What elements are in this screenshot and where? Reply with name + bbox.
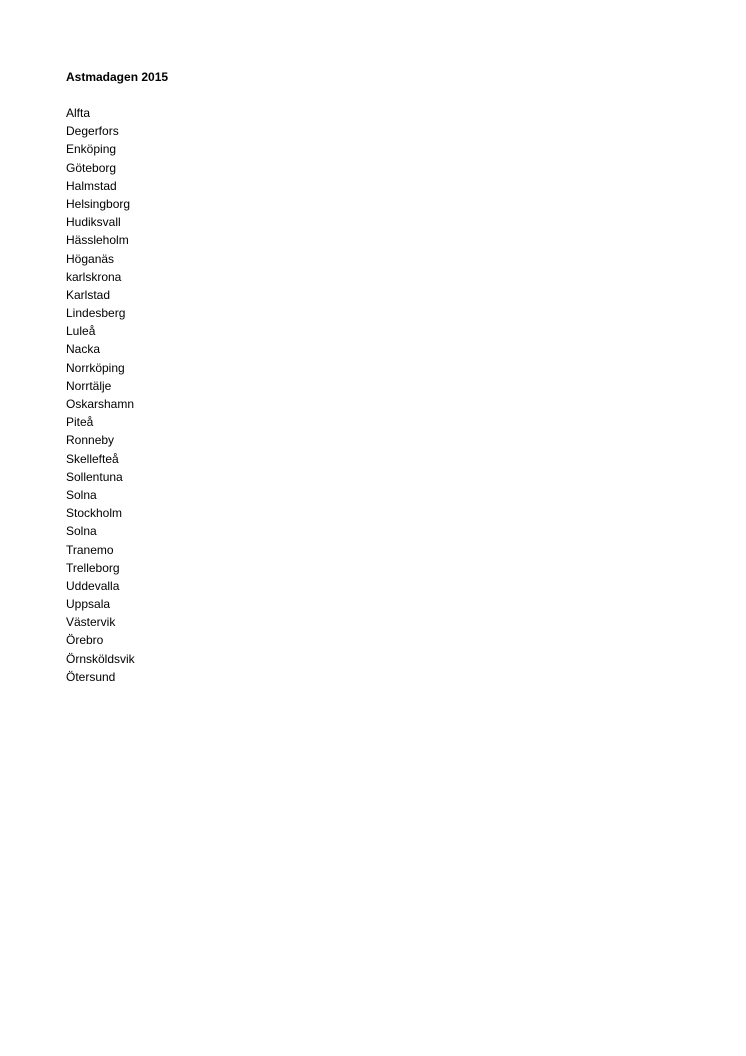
place-item: Trelleborg bbox=[66, 560, 120, 575]
place-item: Höganäs bbox=[66, 251, 115, 266]
place-item: Solna bbox=[66, 524, 97, 539]
place-item: Lindesberg bbox=[66, 306, 126, 321]
place-item: Ötersund bbox=[66, 669, 116, 684]
place-item: Hässleholm bbox=[66, 233, 129, 248]
place-item: Örnsköldsvik bbox=[66, 651, 135, 666]
place-item: Nacka bbox=[66, 342, 101, 357]
place-item: Karlstad bbox=[66, 287, 111, 302]
place-item: Tranemo bbox=[66, 542, 114, 557]
place-item: Hudiksvall bbox=[66, 215, 121, 230]
place-item: Piteå bbox=[66, 415, 94, 430]
document-content bbox=[66, 68, 666, 686]
place-item: Göteborg bbox=[66, 160, 117, 175]
place-item: Ronneby bbox=[66, 433, 115, 448]
place-item: Degerfors bbox=[66, 124, 119, 139]
place-item: Luleå bbox=[66, 324, 96, 339]
place-list bbox=[66, 104, 666, 686]
place-item: Helsingborg bbox=[66, 196, 131, 211]
place-item: Solna bbox=[66, 487, 97, 502]
place-item: Skellefteå bbox=[66, 451, 119, 466]
place-item: Halmstad bbox=[66, 178, 117, 193]
place-item: Uppsala bbox=[66, 597, 111, 612]
place-item: Sollentuna bbox=[66, 469, 123, 484]
place-item: Västervik bbox=[66, 615, 116, 630]
place-item: Norrtälje bbox=[66, 378, 112, 393]
place-item: Enköping bbox=[66, 142, 117, 157]
place-item: Norrköping bbox=[66, 360, 125, 375]
place-item: Örebro bbox=[66, 633, 104, 648]
place-item: Uddevalla bbox=[66, 578, 120, 593]
place-item: karlskrona bbox=[66, 269, 122, 284]
place-item: Alfta bbox=[66, 106, 91, 120]
place-item: Oskarshamn bbox=[66, 397, 135, 411]
document-title: Astmadagen 2015 bbox=[66, 70, 169, 84]
place-item: Stockholm bbox=[66, 506, 123, 521]
